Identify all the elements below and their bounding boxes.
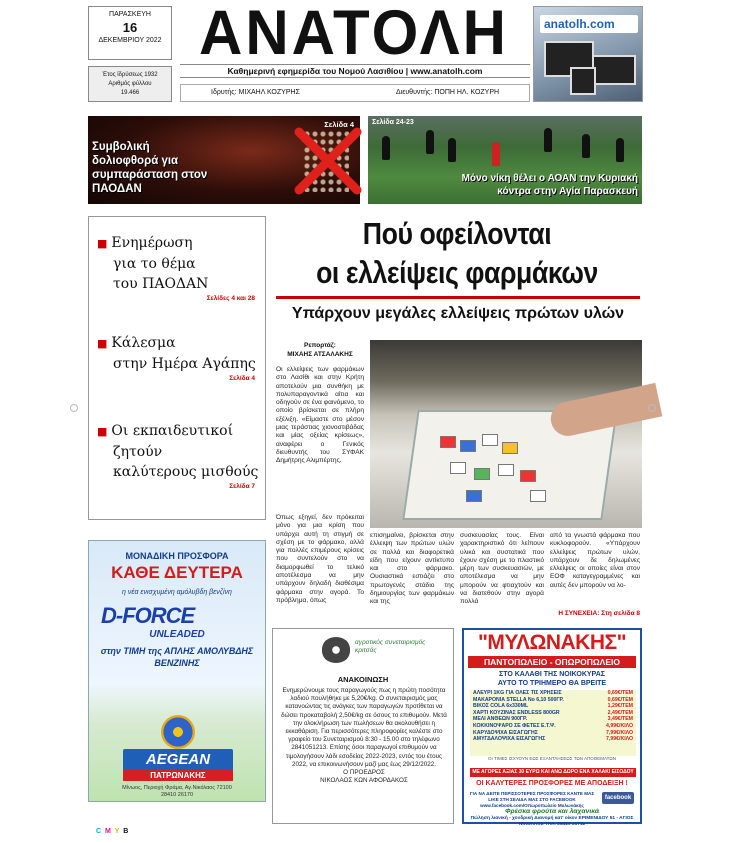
item-name: ΒΙΚΟΣ COLA 6x330ML (473, 703, 529, 710)
continued-link[interactable]: Η ΣΥΝΕΧΕΙΑ: Στη σελίδα 8 (558, 610, 640, 617)
player-figure (426, 130, 434, 154)
fuel-ad[interactable] (88, 540, 266, 802)
price-list (470, 690, 636, 756)
best-offers: ΟΙ ΚΑΛΥΤΕΡΕΣ ΠΡΟΣΦΟΡΕΣ ΜΕ ΑΠΟΔΕΙΞΗ ! (476, 780, 628, 787)
sheet-number: 19.466 (120, 90, 140, 96)
shop-address: Πώληση λιανική - χονδρική Διανομή κατ' οίκον ΕΡΙΜΕΝΙΔΟΥ 51 - ΑΓΙΟΣ ΝΙΚΟΛΑΟΣ ΤΗΛ. 28410 21711 (470, 816, 634, 827)
owner-name: ΠΑΤΡΩΝΑΚΗΣ (123, 770, 233, 781)
tagline: Καθημερινή εφημερίδα του Νομού Λασιθίου | www.anatolh.com (180, 64, 530, 78)
founder: Ιδρυτής: ΜΙΧΑΗΛ ΚΟΖΥΡΗΣ (211, 89, 300, 96)
article-column: συσκευασίας τους. Είναι χαρακτηριστικό ότι λείπουν υλικά και συστατικά που έχουν σχέση με το πλαστικό μέρη των συσκευασιών, με αποτέλεσμα να μην μπορούν να φτιαχτούν και να διατεθούν στην αγορά πολλά (460, 532, 544, 606)
item-name: ΑΜΥΓΔΑΛΟΨΙΧΑ ΕΙΣΑΓΩΓΗΣ (473, 736, 546, 743)
price-row (470, 723, 636, 730)
pharmacy-photo[interactable] (370, 340, 642, 528)
item-price: 0,69€/TEM (607, 690, 633, 696)
item-price: 0,69€/TEM (607, 696, 633, 703)
offer-title: ΣΤΟ ΚΑΛΑΘΙ ΤΗΣ ΝΟΙΚΟΚΥΡΑΣ ΑΥΤΟ ΤΟ ΤΡΙΗΜΕΡΟ ΘΑ ΒΡΕΙΤΕ (497, 671, 607, 687)
medicine-box (530, 490, 546, 502)
price-row (470, 690, 636, 697)
item-price: 1,29€/TEM (607, 703, 633, 710)
newspaper-title[interactable]: ΑΝΑΤΟΛΗ (199, 0, 509, 68)
item-price: 3,49€/TEM (607, 716, 633, 723)
item-price: 4,99€/ΚΙΛΟ (606, 722, 633, 729)
company-logo: AEGEAN (123, 749, 233, 771)
price-row (470, 730, 636, 737)
registration-mark-icon (648, 404, 656, 412)
byline: Ρεπορτάζ: ΜΙΧΑΗΣ ΑΤΣΑΛΑΚΗΣ (287, 342, 353, 358)
headline-divider (276, 296, 640, 299)
founders-bar (180, 84, 530, 102)
medicine-box (474, 468, 490, 480)
laptop-icon (592, 55, 636, 85)
director: Διευθυντής: ΠΟΠΗ ΗΛ. ΚΟΖΥΡΗ (396, 89, 500, 96)
medicine-box (520, 470, 536, 482)
color-marks: C M Y B (96, 828, 130, 835)
day-number: 16 (122, 20, 138, 35)
registration-mark-icon (70, 404, 78, 412)
bullet-icon: ■ (97, 425, 108, 438)
red-x-icon (293, 126, 363, 196)
coop-notice[interactable] (272, 628, 454, 824)
medicine-box (460, 440, 476, 452)
player-figure (382, 136, 390, 160)
photo-page-ref: Σελίδα 24-23 (372, 119, 414, 126)
player-figure (492, 142, 500, 166)
article-column: από τα γνωστά φάρμακα που κυκλοφορούν. «Υπάρχουν ελλείψεις πρώτων υλών, υπάρχουν δε δηλωμένες ελλείψεις οι οποίες είναι στον ΕΟΦ καταγεγραμμένες και αυτές δεν μπορούν να λο- (550, 532, 640, 589)
shop-kind: ΠΑΝΤΟΠΩΛΕΙΟ - ΟΠΩΡΟΠΩΛΕΙΟ (468, 656, 636, 668)
item-name: ΧΑΡΤΙ ΚΟΥΖΙΝΑΣ ENDLESS 800GR (473, 709, 560, 716)
coop-name: αγροτικός συνεταιρισμός κριτσάς (355, 639, 426, 654)
shop-slogan: Φρέσκα φρούτα και λαχανικά (504, 808, 600, 815)
price-row (470, 716, 636, 723)
unleaded-label: UNLEADED (149, 629, 205, 640)
index-item[interactable]: ■ Οι εκπαιδευτικοί ζητούν καλύτερους μισθούς Σελίδα 7 (97, 423, 259, 490)
player-figure (582, 134, 590, 158)
item-name: ΚΑΡΥΔΟΨΙΧΑ ΕΙΣΑΓΩΓΗΣ (473, 729, 538, 736)
tablet-icon (570, 67, 596, 95)
price-row (470, 703, 636, 710)
price-line: στην ΤΙΜΗ της ΑΠΛΗΣ ΑΜΟΛΥΒΔΗΣ ΒΕΝΖΙΝΗΣ (100, 646, 254, 668)
player-figure (544, 128, 552, 152)
subheadline: Υπάρχουν μεγάλες ελλείψεις πρώτων υλών (291, 305, 625, 322)
notice-body: Ενημερώνουμε τους παραγωγούς πως η πρώτη ποσότητα λαδιού πουλήθηκε με 5,20€/kg. Ο συνεταιρισμός μας κατανοώντας τις ανάγκες των παραγωγών προτίθεται να δώσει προκαταβολή 2,50€/kg σε όσους το επιθυμούν. Μετά την ολοκλήρωση των πωλήσεων θα ακολουθήσει η εκκαθάριση. Για περισσότερες πληροφορίες καλέστε στο γραφείο του Συνεταιρισμού 8:30 - 15.00 στο τηλέφωνο 2841051213. Επίσης όσοι παραγωγοί επιθυμούν να τιμολογήσουν λάδι εσοδείας 2022-2023, εντός του έτους 2022, να επικοινωνήσουν μαζί μας έως 29/12/2022. Ο ΠΡΟΕΔΡΟΣ ΝΙΚΟΛΑΟΣ ΚΩΝ ΑΦΟΡΔΑΚΟΣ (281, 687, 447, 785)
photo-paodan[interactable] (88, 116, 360, 204)
ad-line: ΜΟΝΑΔΙΚΗ ΠΡΟΣΦΟΡΑ (125, 551, 229, 561)
photo-page-ref: Σελίδα 4 (324, 120, 354, 129)
index-pages: Σελίδα 7 (229, 483, 255, 490)
ad-headline: ΚΑΘΕ ΔΕΥΤΕΡΑ (111, 563, 243, 582)
item-name: ΑΛΕΥΡΙ 1KG ΓΙΑ ΟΛΕΣ ΤΙΣ ΧΡΗΣΕΙΣ (473, 690, 562, 696)
medicine-box (498, 464, 514, 476)
article-column: Οι ελλείψεις των φαρμάκων στο Λασίθι και στην Κρήτη αποτελούν μια συνθήκη με πολυπαραγοντικά αίτια και οδηγούν σε ένα φαινόμενο, το οποίο βρίσκεται σε πλήρη εξέλιξη. «Είμαστε στο μέσον μιας τεράστιας χιονοστιβάδας και μίας οξείας κρίσεως», αναφέρει ο Γενικός διευθυντής του ΣΥΦΑΚ Δημήτρης Αλιμπέρτης. (276, 366, 364, 465)
bullet-icon: ■ (97, 237, 108, 250)
index-item[interactable]: ■ Ενημέρωση για το θέμα του ΠΑΟΔΑΝ Σελίδες 4 και 28 (97, 235, 255, 302)
medicine-box (450, 462, 466, 474)
price-row (470, 736, 636, 743)
item-name: ΜΕΛΙ ΑΝΘΕΩΝ 900ΓΡ. (473, 716, 528, 723)
photo-football[interactable] (368, 116, 642, 204)
article-column: Όπως εξηγεί, δεν πρόκειται μόνο για μια κρίση που υπάρχει αυτή τη στιγμή σε σχέση με το φάρμακο, αλλά για πολλές επιμέρους κρίσεις που συντελούν στο να διαμορφωθεί το τελικό αποτέλεσμα να μην υπάρχουν δηλαδή διαθέσιμα φάρμακα στην αγορά. Το πρόβλημα, όπως (276, 514, 364, 604)
aegean-flower-icon (161, 715, 195, 749)
price-row (470, 697, 636, 704)
facebook-icon[interactable]: facebook (602, 792, 634, 804)
item-name: ΜΑΚΑΡΟΝΙΑ STELLA No 6,10 500ΓΡ. (473, 696, 564, 703)
date-box (88, 6, 172, 60)
medicine-box (466, 490, 482, 502)
address: Μίνωος, Περιοχή Φράμα, Αγ.Νικόλαος 72100 28410 26170 (122, 785, 232, 798)
item-price: 2,49€/TEM (607, 709, 633, 716)
player-figure (616, 138, 624, 162)
notice-heading: ΑΝΑΚΟΙΝΩΣΗ (337, 675, 389, 684)
bullet-icon: ■ (97, 337, 108, 350)
contents-index (88, 216, 266, 520)
ad-line: η νέα ενισχυμένη αμόλυβδη βενζίνη (122, 589, 232, 596)
player-figure (448, 138, 456, 162)
price-row (470, 710, 636, 717)
index-pages: Σελίδα 4 (229, 375, 255, 382)
item-price: 7,99€/ΚΙΛΟ (606, 729, 633, 736)
photo-caption: Συμβολική δολιοφθορά για συμπαράσταση στον ΠΑΟΔΑΝ (92, 141, 208, 195)
grocery-ad[interactable] (462, 628, 642, 827)
website-ad[interactable] (533, 6, 643, 102)
issue-box (88, 66, 172, 102)
sheet-label: Αριθμός φύλλου (108, 81, 152, 87)
photo-caption: Μόνο νίκη θέλει ο ΑΟΑΝ την Κυριακή κόντρα στην Αγία Παρασκευή (461, 173, 638, 197)
gift-banner: ΜΕ ΑΓΟΡΕΣ ΑΞΙΑΣ 30 ΕΥΡΩ ΚΑΙ ΑΝΩ ΔΩΡΟ ΕΝΑ ΧΑΛΑΚΙ ΕΙΣΟΔΟΥ (470, 768, 636, 777)
headline[interactable]: Πού οφείλονται οι ελλείψεις φαρμάκων (316, 216, 598, 290)
index-pages: Σελίδες 4 και 28 (206, 295, 255, 302)
month-year: ΔΕΚΕΜΒΡΙΟΥ 2022 (98, 37, 162, 44)
coop-logo-icon (321, 637, 351, 663)
item-price: 7,99€/ΚΙΛΟ (606, 736, 633, 743)
facebook-text: ΓΙΑ ΝΑ ΔΕΙΤΕ ΠΕΡΙΣΣΟΤΕΡΕΣ ΠΡΟΣΦΟΡΕΣ ΚΑΝΤΕ ΜΑΣ LIKE ΣΤΗ ΣΕΛΙΔΑ ΜΑΣ ΣΤΟ FACEBOOK www.facebook.com/Οπωροπωλείο Μυλωνάκης (469, 791, 595, 808)
founded-year: Έτος ίδρύσεως 1932 (102, 72, 158, 78)
item-name: ΚΟΚΚΙΝΟΨΑΡΟ ΣΕ ΦΕΤΕΣ Ε.Τ.Ψ. (473, 722, 556, 729)
weekday: ΠΑΡΑΣΚΕΥΗ (109, 11, 151, 18)
medicine-box (502, 442, 518, 454)
article-column: επισημαίνει, βρίσκεται στην έλλειψη των πρώτων υλών σε πολλά και διαφορετικά είδη που είχουν αντίκτυπο και στο φάρμακο. Ουσιαστικά εστιάζει στο πρωτογενές στάδιο της δημιουργίας των φαρμάκων και της (370, 532, 454, 606)
brand-logo: D-FORCE (101, 603, 195, 628)
small-print: ΟΙ ΤΙΜΕΣ ΙΣΧΥΟΥΝ ΕΩΣ ΕΞΑΝΤΛΗΣΕΩΣ ΤΩΝ ΑΠΟΘΕΜΑΤΩΝ (488, 756, 616, 761)
medicine-box (482, 434, 498, 446)
web-logo: anatolh.com (540, 15, 638, 33)
medicine-box (440, 436, 456, 448)
shop-name: "ΜΥΛΩΝΑΚΗΣ" (477, 631, 627, 654)
index-item[interactable]: ■ Κάλεσμα στην Ημέρα Αγάπης Σελίδα 4 (97, 335, 256, 382)
